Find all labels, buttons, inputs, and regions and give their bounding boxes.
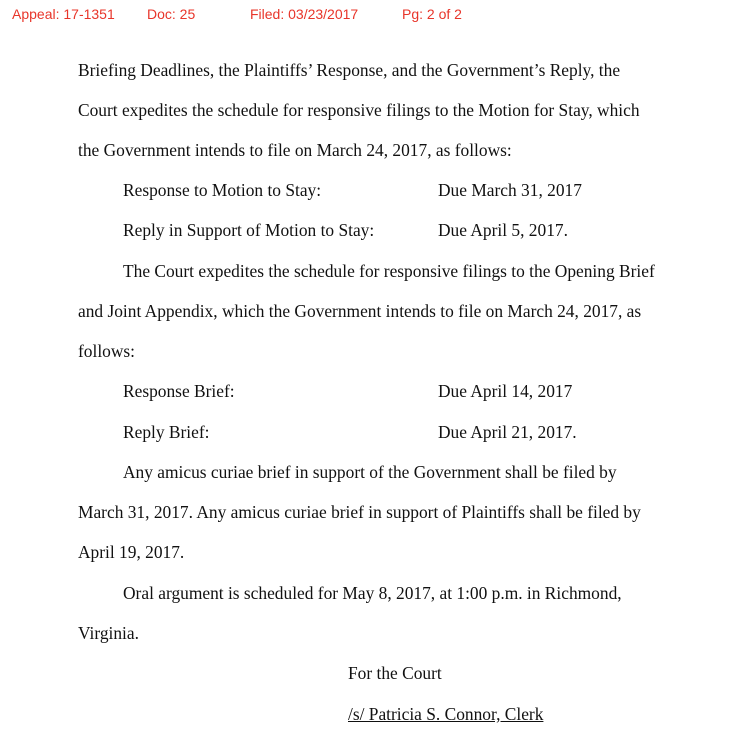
- paragraph-line: The Court expedites the schedule for responsive filings to the Opening Brief: [123, 261, 655, 281]
- filed-date: Filed: 03/23/2017: [250, 6, 359, 22]
- paragraph-line: Court expedites the schedule for responsive filings to the Motion for Stay, which: [78, 100, 640, 120]
- schedule-label: Reply Brief:: [123, 422, 210, 442]
- paragraph-line: and Joint Appendix, which the Government intends to file on March 24, 2017, as: [78, 301, 642, 321]
- for-the-court: For the Court: [348, 663, 442, 683]
- appeal-number: Appeal: 17-1351: [12, 6, 115, 22]
- schedule-due-date: Due April 5, 2017.: [438, 220, 568, 240]
- schedule-due-date: Due March 31, 2017: [438, 180, 582, 200]
- paragraph-line: March 31, 2017. Any amicus curiae brief in support of Plaintiffs shall be filed by: [78, 502, 641, 522]
- paragraph-line: Any amicus curiae brief in support of the Government shall be filed by: [123, 462, 617, 482]
- paragraph-line: the Government intends to file on March 24, 2017, as follows:: [78, 140, 512, 160]
- schedule-due-date: Due April 21, 2017.: [438, 422, 577, 442]
- paragraph-line: April 19, 2017.: [78, 542, 185, 562]
- paragraph-line: Virginia.: [78, 623, 139, 643]
- page-number: Pg: 2 of 2: [402, 6, 462, 22]
- clerk-signature: /s/ Patricia S. Connor, Clerk: [348, 704, 544, 724]
- schedule-label: Reply in Support of Motion to Stay:: [123, 220, 375, 240]
- schedule-due-date: Due April 14, 2017: [438, 381, 573, 401]
- paragraph-line: Oral argument is scheduled for May 8, 2017, at 1:00 p.m. in Richmond,: [123, 583, 622, 603]
- document-number: Doc: 25: [147, 6, 196, 22]
- paragraph-line: Briefing Deadlines, the Plaintiffs’ Response, and the Government’s Reply, the: [78, 60, 621, 80]
- schedule-label: Response to Motion to Stay:: [123, 180, 322, 200]
- paragraph-line: follows:: [78, 341, 136, 361]
- schedule-label: Response Brief:: [123, 381, 235, 401]
